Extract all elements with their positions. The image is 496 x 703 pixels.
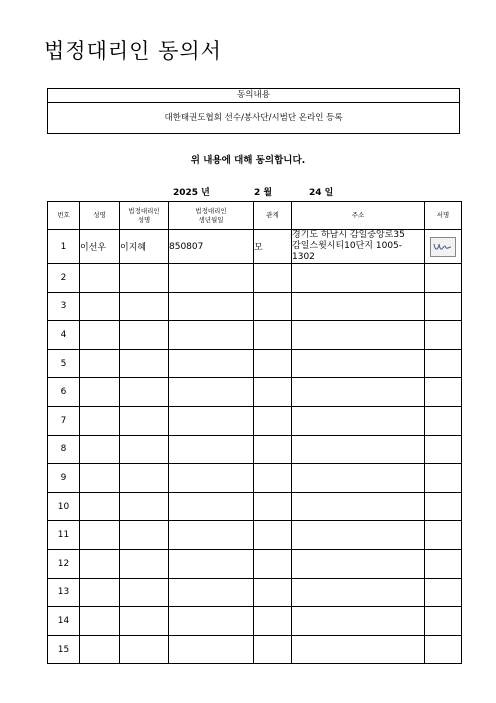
cell-relation[interactable] — [254, 292, 292, 321]
cell-signature[interactable] — [425, 492, 462, 521]
cell-no: 12 — [48, 549, 80, 578]
cell-no: 3 — [48, 292, 80, 321]
table-row — [48, 549, 462, 578]
cell-guardian-name[interactable] — [120, 607, 169, 636]
cell-guardian-birth[interactable] — [169, 521, 254, 550]
cell-address[interactable] — [292, 578, 425, 607]
cell-address[interactable] — [292, 435, 425, 464]
cell-signature[interactable] — [425, 378, 462, 407]
cell-name[interactable] — [80, 349, 120, 378]
cell-signature[interactable] — [425, 435, 462, 464]
cell-signature[interactable] — [425, 321, 462, 350]
cell-address[interactable] — [292, 549, 425, 578]
cell-no: 14 — [48, 607, 80, 636]
cell-no: 1 — [48, 230, 80, 264]
cell-relation[interactable] — [254, 406, 292, 435]
cell-guardian-name[interactable] — [120, 264, 169, 293]
cell-name[interactable] — [80, 492, 120, 521]
cell-relation[interactable] — [254, 492, 292, 521]
cell-address[interactable] — [292, 464, 425, 493]
header-guardian-birth-line1: 법정대리인 — [195, 206, 227, 215]
cell-signature[interactable] — [425, 349, 462, 378]
cell-guardian-name[interactable] — [120, 321, 169, 350]
table-row — [48, 349, 462, 378]
cell-relation[interactable] — [254, 464, 292, 493]
cell-name[interactable]: 이선우 — [80, 230, 120, 264]
cell-guardian-birth[interactable] — [169, 635, 254, 664]
date-year: 2025 년 — [173, 188, 210, 198]
cell-guardian-birth[interactable] — [169, 349, 254, 378]
cell-relation[interactable]: 모 — [254, 230, 292, 264]
cell-signature[interactable] — [425, 464, 462, 493]
cell-guardian-birth[interactable]: 850807 — [169, 230, 254, 264]
cell-guardian-birth[interactable] — [169, 321, 254, 350]
cell-guardian-name[interactable] — [120, 549, 169, 578]
cell-guardian-name[interactable] — [120, 492, 169, 521]
cell-signature[interactable] — [425, 264, 462, 293]
consent-body: 대한태권도협회 선수/봉사단/시범단 온라인 등록 — [164, 113, 343, 123]
cell-guardian-birth[interactable] — [169, 435, 254, 464]
cell-relation[interactable] — [254, 635, 292, 664]
cell-guardian-birth[interactable] — [169, 492, 254, 521]
cell-relation[interactable] — [254, 521, 292, 550]
cell-no: 11 — [48, 521, 80, 550]
cell-no: 4 — [48, 321, 80, 350]
table-header-row — [48, 202, 462, 230]
cell-address[interactable] — [292, 349, 425, 378]
cell-no: 6 — [48, 378, 80, 407]
cell-relation[interactable] — [254, 578, 292, 607]
cell-signature[interactable] — [425, 230, 462, 264]
cell-signature[interactable] — [425, 635, 462, 664]
cell-guardian-name[interactable] — [120, 292, 169, 321]
cell-name[interactable] — [80, 464, 120, 493]
cell-guardian-name[interactable] — [120, 464, 169, 493]
cell-signature[interactable] — [425, 521, 462, 550]
cell-guardian-name[interactable] — [120, 578, 169, 607]
date-day: 24 일 — [309, 188, 334, 198]
consent-header: 동의내용 — [48, 89, 459, 103]
cell-guardian-birth[interactable] — [169, 406, 254, 435]
cell-guardian-name[interactable] — [120, 521, 169, 550]
cell-relation[interactable] — [254, 264, 292, 293]
address-line2: 감일스윗시티10단지 1005-1302 — [292, 241, 403, 262]
document-title: 법정대리인 동의서 — [44, 39, 222, 63]
cell-signature[interactable] — [425, 406, 462, 435]
cell-guardian-name[interactable] — [120, 435, 169, 464]
header-guardian-birth-line2: 생년월일 — [198, 215, 224, 224]
cell-name[interactable] — [80, 292, 120, 321]
header-relation: 관계 — [254, 202, 292, 230]
table-row — [48, 635, 462, 664]
cell-relation[interactable] — [254, 607, 292, 636]
header-guardian-birth — [169, 202, 254, 230]
cell-address[interactable] — [292, 521, 425, 550]
table-row — [48, 435, 462, 464]
cell-address[interactable] — [292, 492, 425, 521]
cell-relation[interactable] — [254, 321, 292, 350]
cell-no: 9 — [48, 464, 80, 493]
cell-guardian-name[interactable] — [120, 349, 169, 378]
cell-guardian-birth[interactable] — [169, 292, 254, 321]
header-guardian-name-line1: 법정대리인 — [128, 206, 160, 215]
cell-name[interactable] — [80, 607, 120, 636]
guardian-table — [47, 201, 462, 664]
table-row — [48, 521, 462, 550]
cell-signature[interactable] — [425, 549, 462, 578]
cell-relation[interactable] — [254, 378, 292, 407]
agreement-statement: 위 내용에 대해 동의합니다. — [190, 155, 306, 166]
cell-address[interactable] — [292, 378, 425, 407]
table-row — [48, 464, 462, 493]
cell-guardian-name[interactable] — [120, 406, 169, 435]
cell-name[interactable] — [80, 635, 120, 664]
cell-no: 15 — [48, 635, 80, 664]
cell-signature[interactable] — [425, 578, 462, 607]
cell-address[interactable] — [292, 230, 425, 264]
cell-guardian-birth[interactable] — [169, 549, 254, 578]
table-row — [48, 230, 462, 264]
table-row — [48, 321, 462, 350]
cell-signature[interactable] — [425, 607, 462, 636]
cell-guardian-birth[interactable] — [169, 264, 254, 293]
cell-no: 10 — [48, 492, 80, 521]
cell-relation[interactable] — [254, 435, 292, 464]
cell-address[interactable] — [292, 635, 425, 664]
header-guardian-name-line2: 성명 — [137, 215, 151, 224]
cell-guardian-birth[interactable] — [169, 464, 254, 493]
cell-relation[interactable] — [254, 549, 292, 578]
cell-no: 8 — [48, 435, 80, 464]
cell-guardian-birth[interactable] — [169, 607, 254, 636]
cell-no: 7 — [48, 406, 80, 435]
cell-address[interactable] — [292, 292, 425, 321]
cell-address[interactable] — [292, 406, 425, 435]
table-row — [48, 607, 462, 636]
cell-guardian-name[interactable] — [120, 635, 169, 664]
table-row — [48, 492, 462, 521]
header-address: 주소 — [292, 202, 425, 230]
cell-no: 2 — [48, 264, 80, 293]
cell-guardian-name[interactable] — [120, 378, 169, 407]
cell-no: 13 — [48, 578, 80, 607]
cell-signature[interactable] — [425, 292, 462, 321]
cell-guardian-name[interactable]: 이지혜 — [120, 230, 169, 264]
cell-name[interactable] — [80, 378, 120, 407]
cell-relation[interactable] — [254, 349, 292, 378]
table-row — [48, 292, 462, 321]
table-row — [48, 406, 462, 435]
cell-address[interactable] — [292, 321, 425, 350]
cell-address[interactable] — [292, 264, 425, 293]
address-line1: 경기도 하남시 감일중앙로35 — [292, 230, 405, 240]
cell-name[interactable] — [80, 406, 120, 435]
date-month: 2 월 — [254, 188, 273, 198]
header-guardian-name — [120, 202, 169, 230]
signature-image — [430, 237, 456, 257]
header-no: 번호 — [48, 202, 80, 230]
header-signature: 서명 — [425, 202, 462, 230]
cell-name[interactable] — [80, 435, 120, 464]
header-name: 성명 — [80, 202, 120, 230]
cell-name[interactable] — [80, 578, 120, 607]
table-row — [48, 264, 462, 293]
consent-box — [47, 88, 460, 134]
cell-name[interactable] — [80, 264, 120, 293]
table-row — [48, 378, 462, 407]
cell-name[interactable] — [80, 521, 120, 550]
cell-name[interactable] — [80, 321, 120, 350]
cell-guardian-birth[interactable] — [169, 378, 254, 407]
cell-name[interactable] — [80, 549, 120, 578]
cell-address[interactable] — [292, 607, 425, 636]
table-row — [48, 578, 462, 607]
cell-guardian-birth[interactable] — [169, 578, 254, 607]
cell-no: 5 — [48, 349, 80, 378]
